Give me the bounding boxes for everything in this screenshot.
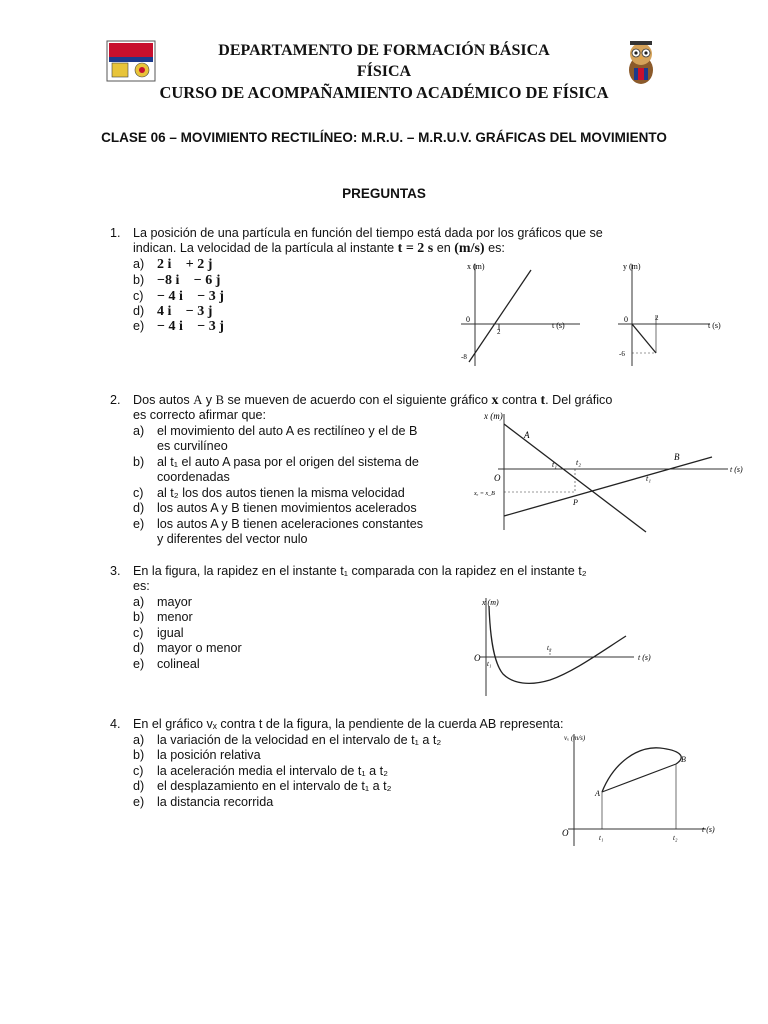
stem-text: y xyxy=(202,393,216,407)
option-letter: d) xyxy=(133,779,145,793)
question-stem-line1 xyxy=(133,393,612,408)
option-letter: e) xyxy=(133,657,145,671)
stem-text: contra xyxy=(498,393,541,407)
point-b-label: B xyxy=(681,755,686,764)
option-text: igual xyxy=(157,626,184,640)
question-number: 4. xyxy=(110,717,121,731)
option-letter: b) xyxy=(133,748,145,762)
stem-text: se mueven de acuerdo con el siguiente gráfico xyxy=(224,393,492,407)
option-text: la distancia recorrida xyxy=(157,795,274,809)
t2-label: t₂ xyxy=(547,644,552,652)
question-number: 1. xyxy=(110,226,121,240)
t1-label: t₁ xyxy=(552,460,558,469)
option-a xyxy=(133,424,417,439)
unit: (m/s) xyxy=(454,241,485,257)
option-text: los autos A y B tienen aceleraciones constantes xyxy=(157,517,424,531)
option-b xyxy=(133,748,261,763)
question-stem-line2: es: xyxy=(133,579,150,594)
tick-label: -8 xyxy=(461,353,467,361)
option-a xyxy=(133,257,223,272)
option-letter: b) xyxy=(133,455,145,469)
tick-label: -6 xyxy=(619,350,625,358)
time-value: t = 2 s xyxy=(397,241,434,257)
option-e xyxy=(133,517,423,532)
t1-label-b: t₁ xyxy=(646,474,652,483)
question-number: 2. xyxy=(110,393,121,407)
option-text: − 4 i⃗ − 3 j⃗ xyxy=(157,319,235,334)
option-e xyxy=(133,795,273,810)
option-d xyxy=(133,779,392,794)
stem-text: Dos autos xyxy=(133,393,194,407)
option-b xyxy=(133,610,193,625)
option-letter: b) xyxy=(133,610,145,624)
option-text: el movimiento del auto A es rectilíneo y el de B xyxy=(157,424,418,438)
option-text: la aceleración media el intervalo de t₁ a t₂ xyxy=(157,764,389,778)
origin-label: 0 xyxy=(624,315,628,324)
header-subject: FÍSICA xyxy=(356,63,412,80)
stem-text: indican. La velocidad de la partícula al instante xyxy=(133,241,398,256)
y-axis-label: y (m) xyxy=(623,262,641,271)
question-stem-line1: En la figura, la rapidez en el instante t₁ comparada con la rapidez en el instante t₂ xyxy=(133,564,587,578)
option-a xyxy=(133,595,192,610)
q3-graph-x-vs-t xyxy=(458,594,668,698)
x-axis-label: t (s) xyxy=(730,465,743,474)
option-e xyxy=(133,657,200,672)
class-title: CLASE 06 – MOVIMIENTO RECTILÍNEO: M.R.U. – M.R.U.V. GRÁFICAS DEL MOVIMIENTO xyxy=(101,130,667,145)
line-b-label: B xyxy=(674,452,680,462)
option-b xyxy=(133,455,419,470)
option-text: el desplazamiento en el intervalo de t₁ a t₂ xyxy=(157,779,392,793)
option-letter: d) xyxy=(133,304,145,318)
option-letter: c) xyxy=(133,289,144,303)
option-letter: c) xyxy=(133,486,144,500)
option-letter: e) xyxy=(133,319,145,333)
origin-label: O xyxy=(474,653,481,663)
option-e xyxy=(133,319,235,334)
option-letter: c) xyxy=(133,764,144,778)
x-axis-label: t (s) xyxy=(552,321,565,330)
line-a-label: A xyxy=(524,430,530,440)
stem-text: es: xyxy=(484,241,505,256)
option-c xyxy=(133,764,388,779)
option-text: los autos A y B tienen movimientos acelerados xyxy=(157,501,417,515)
option-letter: d) xyxy=(133,501,145,515)
option-text: al t₁ el auto A pasa por el origen del sistema de xyxy=(157,455,419,469)
origin-label: 0 xyxy=(466,315,470,324)
origin-label: O xyxy=(562,828,569,838)
option-text: la posición relativa xyxy=(157,748,261,762)
car-b-label: B xyxy=(215,393,225,407)
q2-graph-x-vs-t xyxy=(472,410,752,534)
question-stem-line2: es correcto afirmar que: xyxy=(133,408,266,423)
p-label: P xyxy=(573,498,578,507)
question-stem: En el gráfico vₓ contra t de la figura, la pendiente de la cuerda AB representa: xyxy=(133,717,564,731)
option-letter: d) xyxy=(133,641,145,655)
car-a-label: A xyxy=(193,393,203,407)
question-number: 3. xyxy=(110,564,121,578)
option-letter: b) xyxy=(133,273,145,287)
option-text: colineal xyxy=(157,657,200,671)
option-text: mayor o menor xyxy=(157,641,242,655)
option-letter: a) xyxy=(133,424,145,438)
option-text: −8 i⃗ − 6 j⃗ xyxy=(157,273,232,288)
header-course: CURSO DE ACOMPAÑAMIENTO ACADÉMICO DE FÍSICA xyxy=(159,83,609,102)
origin-label: O xyxy=(494,473,501,483)
t2-label: t₂ xyxy=(673,834,678,842)
point-a-label: A xyxy=(595,789,600,798)
option-e-line2: y diferentes del vector nulo xyxy=(157,532,308,546)
option-text: − 4 i⃗ − 3 j⃗ xyxy=(157,289,235,304)
option-letter: a) xyxy=(133,595,145,609)
t2-label: t₂ xyxy=(576,458,582,467)
var-t: t xyxy=(540,393,546,408)
question-stem-line1: La posición de una partícula en función del tiempo está dada por los gráficos que se xyxy=(133,226,603,240)
xa-xb-label: xₐ = x_B xyxy=(474,491,495,497)
tick-label: 2 xyxy=(497,328,501,336)
q4-graph-v-vs-t xyxy=(556,728,736,850)
option-c xyxy=(133,289,235,304)
option-text: menor xyxy=(157,610,193,624)
tick-label: 2 xyxy=(655,314,659,322)
option-text: al t₂ los dos autos tienen la misma velocidad xyxy=(157,486,405,500)
stem-text: . Del gráfico xyxy=(545,393,613,407)
option-text: mayor xyxy=(157,595,192,609)
option-a-line2: es curvilíneo xyxy=(157,439,228,453)
q1-graph-x-vs-t xyxy=(455,258,585,370)
option-a xyxy=(133,733,441,748)
y-axis-label: x (m) xyxy=(484,411,503,421)
x-axis-label: t (s) xyxy=(702,825,715,834)
var-x: x xyxy=(491,393,499,408)
stem-text: en xyxy=(433,241,455,256)
y-axis-label: x (m) xyxy=(482,598,499,607)
option-text: 4 i⃗ − 3 j⃗ xyxy=(157,304,224,319)
option-d xyxy=(133,501,417,516)
option-c xyxy=(133,486,405,501)
option-letter: a) xyxy=(133,733,145,747)
option-b-line2: coordenadas xyxy=(157,470,230,484)
x-axis-label: t (s) xyxy=(638,653,651,662)
option-letter: a) xyxy=(133,257,145,271)
x-axis-label: t (s) xyxy=(708,321,721,330)
option-text: 2 i⃗ + 2 j⃗ xyxy=(157,257,224,272)
y-axis-label: x (m) xyxy=(467,262,485,271)
option-d xyxy=(133,641,242,656)
q1-graph-y-vs-t xyxy=(612,258,732,370)
option-text: la variación de la velocidad en el intervalo de t₁ a t₂ xyxy=(157,733,442,747)
y-axis-label: vₓ (m/s) xyxy=(564,734,586,742)
option-c xyxy=(133,626,184,641)
section-title: PREGUNTAS xyxy=(342,186,426,201)
option-letter: e) xyxy=(133,517,145,531)
t1-label: t₁ xyxy=(487,660,492,668)
question-stem-line2 xyxy=(133,241,505,256)
option-letter: e) xyxy=(133,795,145,809)
header-department: DEPARTAMENTO DE FORMACIÓN BÁSICA xyxy=(218,42,550,59)
option-letter: c) xyxy=(133,626,144,640)
t1-label: t₁ xyxy=(599,834,604,842)
option-d xyxy=(133,304,223,319)
option-b xyxy=(133,273,231,288)
